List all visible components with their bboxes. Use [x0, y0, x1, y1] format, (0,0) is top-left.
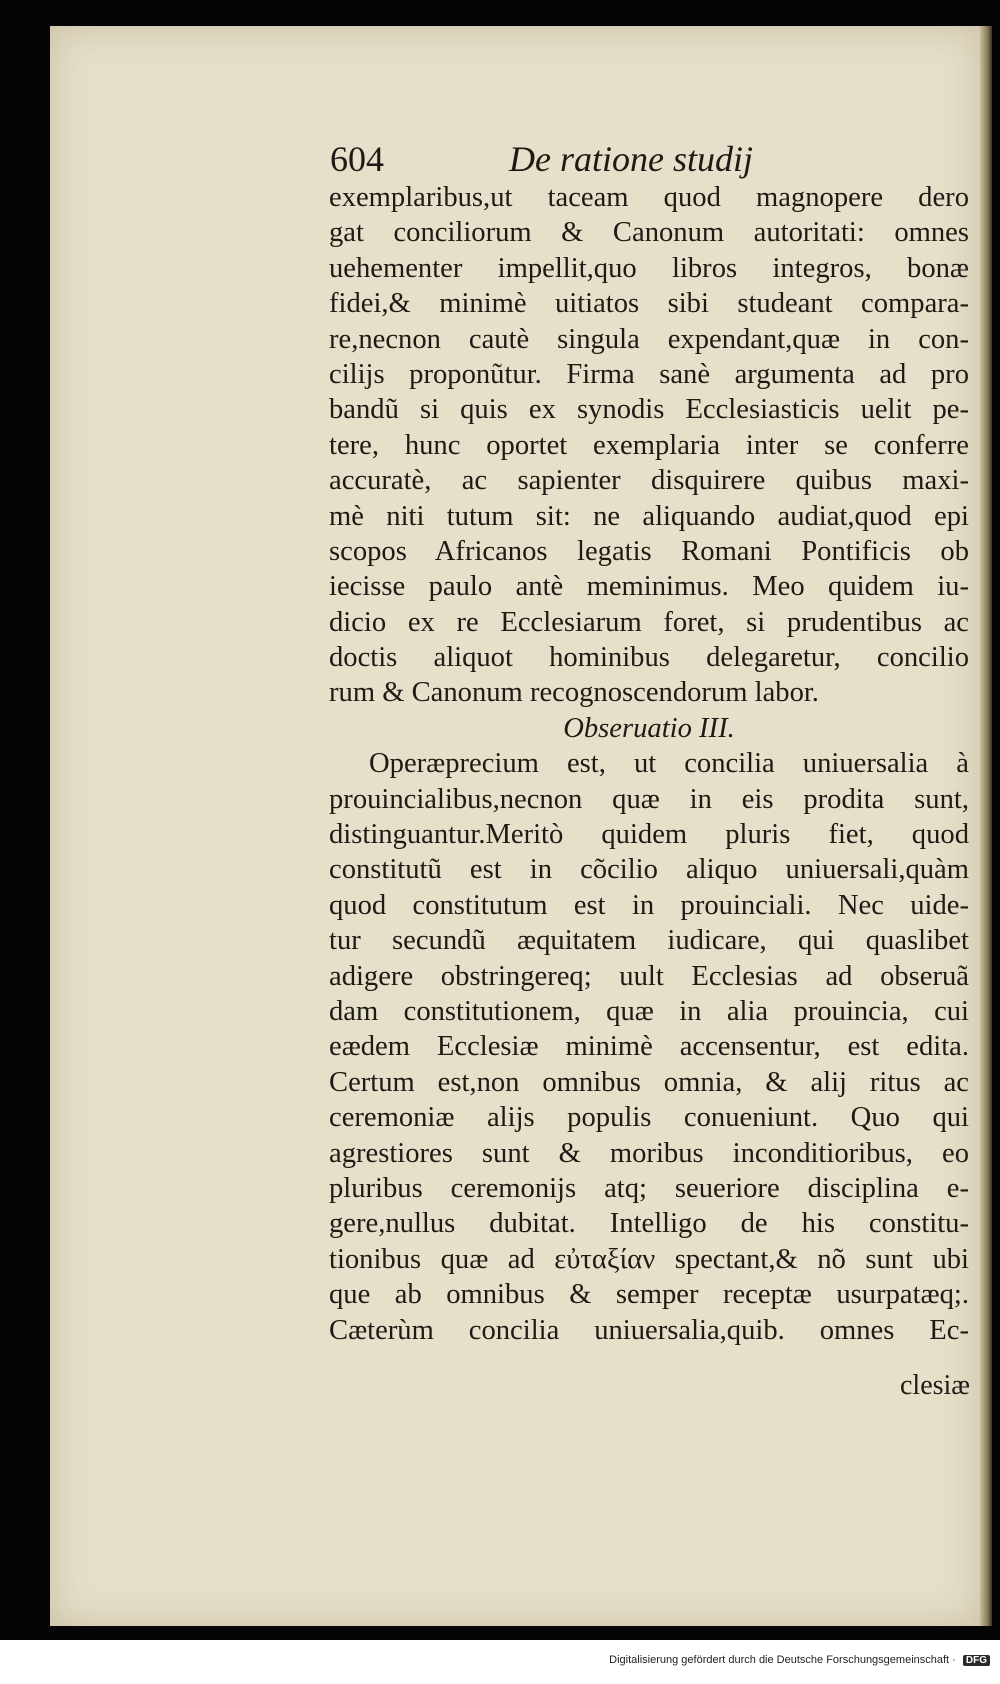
text-line: exemplaribus,ut taceam quod magnopere dero [329, 182, 969, 213]
text-line: mè niti tutum sit: ne aliquando audiat,quod epi [329, 500, 969, 532]
text-line: tere, hunc oportet exemplaria inter se conferre [329, 429, 969, 461]
text-line: tionibus quæ ad εὐταξίαν spectant,& nõ sunt ubi [329, 1243, 969, 1275]
text-line: eædem Ecclesiæ minimè accensentur, est edita. [329, 1031, 969, 1063]
text-line: pluribus ceremonijs atq; seueriore disciplina e- [329, 1172, 969, 1204]
text-line: scopos Africanos legatis Romani Pontificis ob [329, 535, 969, 567]
text-line: Operæprecium est, ut concilia uniuersalia à [369, 748, 969, 780]
text-line: doctis aliquot hominibus delegaretur, concilio [329, 642, 969, 674]
text-line: accuratè, ac sapienter disquirere quibus maxi- [329, 465, 969, 497]
text-line: iecisse paulo antè meminimus. Meo quidem iu- [329, 571, 969, 603]
text-line: uehementer impellit,quo libros integros, bonæ [329, 252, 969, 284]
text-line: Cæterùm concilia uniuersalia,quib. omnes Ec- [329, 1314, 969, 1346]
catchword: clesiæ [900, 1370, 970, 1401]
text-line: que ab omnibus & semper receptæ usurpatæq;. [329, 1279, 969, 1311]
text-line: cilijs proponũtur. Firma sanè argumenta ad pro [329, 358, 969, 390]
dfg-credit: Digitalisierung gefördert durch die Deutsche Forschungsgemeinschaft · DFG [609, 1654, 990, 1666]
page-text [329, 180, 969, 1348]
text-line: dam constitutionem, quæ in alia prouincia, cui [329, 995, 969, 1027]
page-number: 604 [330, 139, 384, 179]
text-line: agrestiores sunt & moribus inconditioribus, eo [329, 1137, 969, 1169]
text-line: re,necnon cautè singula expendant,quæ in con- [329, 323, 969, 355]
running-head [330, 138, 753, 180]
dfg-logo-icon: DFG [963, 1655, 990, 1666]
text-line: adigere obstringereq; uult Ecclesias ad obseruã [329, 960, 969, 992]
text-line: bandũ si quis ex synodis Ecclesiasticis uelit pe- [329, 394, 969, 426]
text-line: gere,nullus dubitat. Intelligo de his constitu- [329, 1208, 969, 1240]
page-edge [980, 26, 992, 1626]
text-line: dicio ex re Ecclesiarum foret, si prudentibus ac [329, 606, 969, 638]
text-line: rum & Canonum recognoscendorum labor. [329, 677, 819, 709]
dfg-credit-text: Digitalisierung gefördert durch die Deutsche Forschungsgemeinschaft [609, 1654, 950, 1666]
text-line: fidei,& minimè uitiatos sibi studeant compara- [329, 288, 969, 320]
text-line: constitutũ est in cõcilio aliquo uniuersali,quàm [329, 854, 969, 886]
text-line: tur secundũ æquitatem iudicare, qui quaslibet [329, 925, 969, 957]
footer-bar [0, 1640, 1000, 1684]
text-line: ceremoniæ alijs populis conueniunt. Quo qui [329, 1102, 969, 1134]
text-line: prouincialibus,necnon quæ in eis prodita sunt, [329, 783, 969, 815]
section-heading: Obseruatio III. [563, 712, 735, 744]
text-line: gat conciliorum & Canonum autoritati: omnes [329, 217, 969, 249]
text-line: quod constitutum est in prouinciali. Nec uide- [329, 889, 969, 921]
text-line: distinguantur.Meritò quidem pluris fiet, quod [329, 819, 969, 851]
text-line: Certum est,non omnibus omnia, & alij ritus ac [329, 1066, 969, 1098]
running-title: De ratione studij [509, 139, 753, 179]
